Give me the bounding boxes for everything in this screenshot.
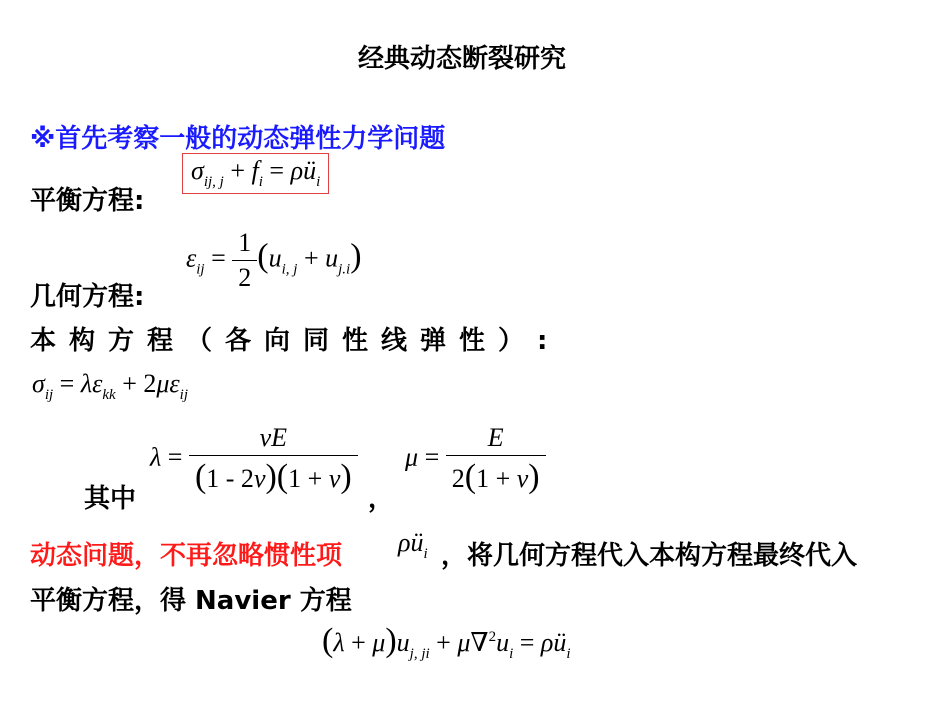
lambda-definition: λ = $\frac{\nu E}{(1 - 2\nu)(1 + \nu)}$ [150, 423, 358, 496]
mu-definition: μ = $\frac{E}{2(1 + \nu)}$ [405, 423, 546, 496]
where-label: 其中 [84, 484, 137, 514]
equilibrium-label: 平衡方程: [30, 186, 145, 216]
inertia-term: $\rho ü_i$ [398, 528, 428, 562]
navier-equation: $(\lambda + \mu)u_{j, ji} + \mu\nabla^2u_i$ = $\rho ü_i$ [322, 622, 571, 662]
separator-comma: ， [368, 484, 395, 514]
navier-intro: 平衡方程，得 Navier 方程 [30, 586, 352, 616]
equilibrium-equation: $\sigma_{ij, j} + f_i$ = $\rho ü_i$ [182, 153, 329, 194]
constitutive-equation: $\sigma_{ij} = \lambda\varepsilon_{kk} + 2\mu\varepsilon_{ij}$ [32, 369, 188, 403]
dynamic-note-text: ，将几何方程代入本构方程最终代入 [441, 541, 858, 571]
geometry-equation: $\varepsilon_{ij}$ = $\frac{1}{2}$ $(u_{i, j} + u_{j.i})$ [186, 228, 362, 292]
page-title: 经典动态断裂研究 [358, 44, 567, 74]
dynamic-note-highlight: 动态问题，不再忽略惯性项 [30, 541, 343, 571]
intro-heading: ※首先考察一般的动态弹性力学问题 [30, 124, 446, 154]
constitutive-label: 本构方程（各向同性线弹性）: [30, 326, 561, 356]
geometry-label: 几何方程: [30, 282, 145, 312]
